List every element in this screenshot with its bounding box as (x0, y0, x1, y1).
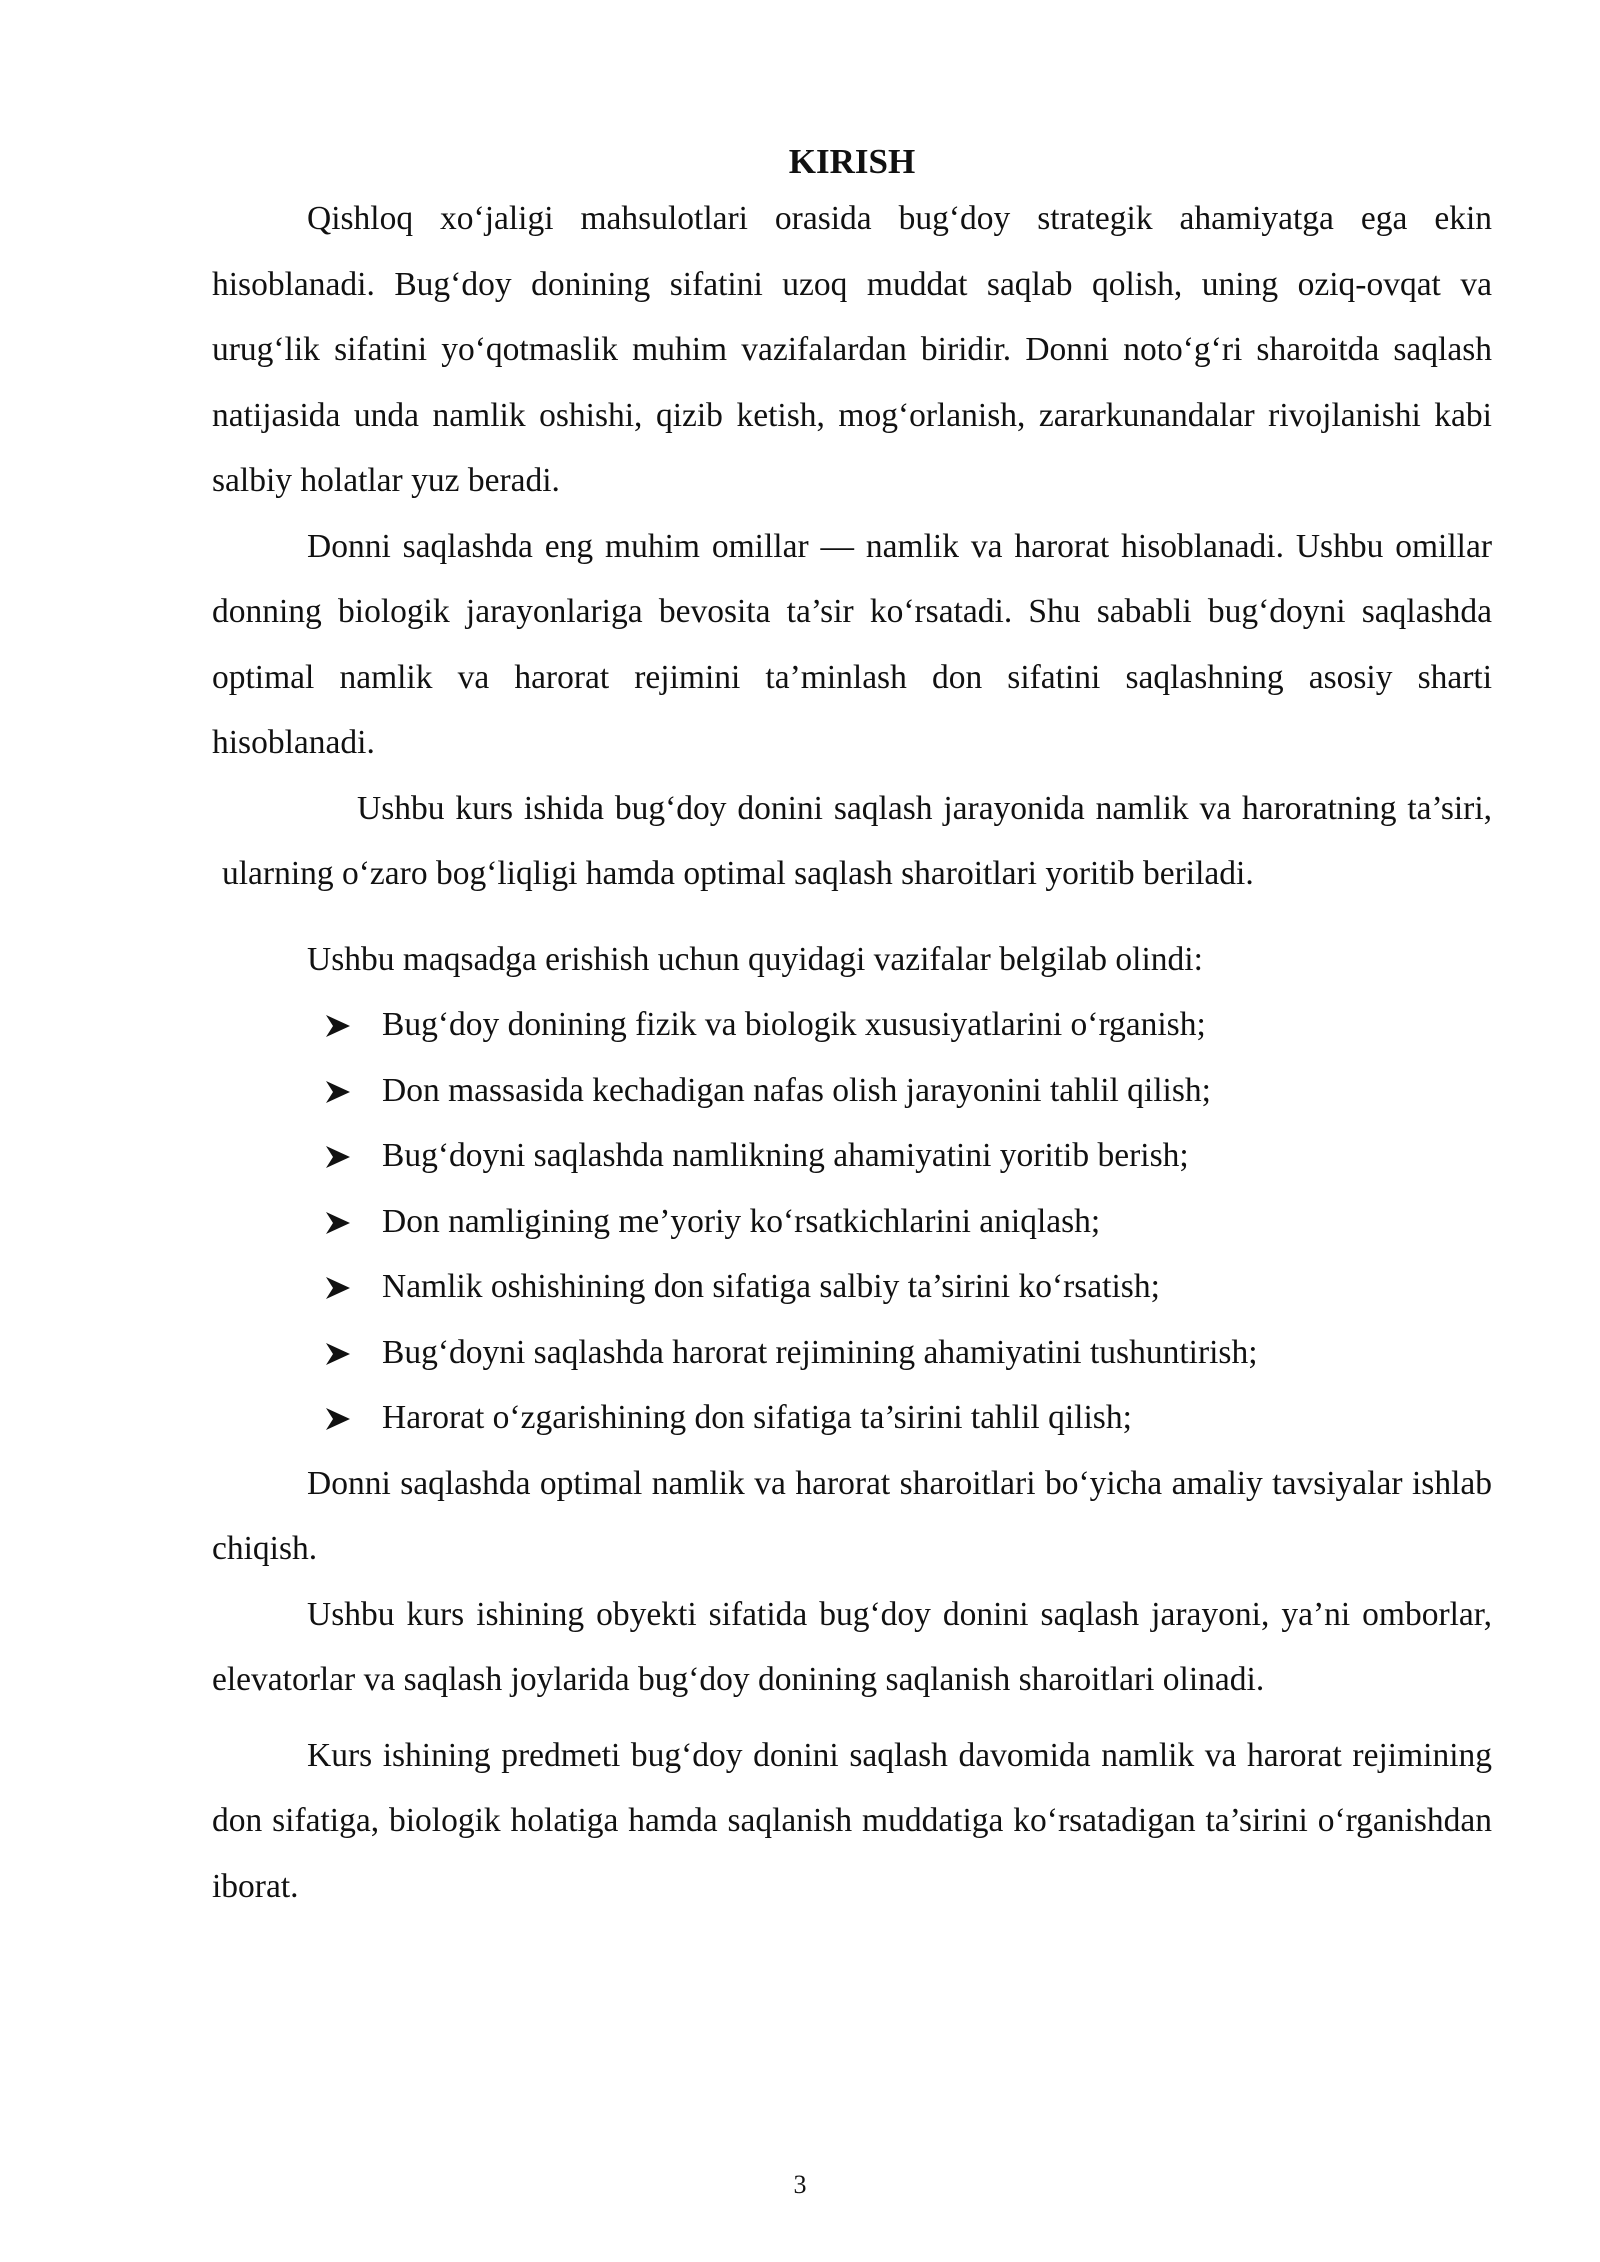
section-title: KIRISH (788, 142, 916, 181)
outro-paragraph-2: Ushbu kurs ishining obyekti sifatida bug‘doy donini saqlash jarayoni, ya’ni omborlar, elevatorlar va saqlash joylarida bug‘doy donining saqlanish sharoitlari olinadi. (212, 1595, 1492, 1698)
arrowhead-bullet-icon (325, 1385, 355, 1451)
outro-paragraph-1: Donni saqlashda optimal namlik va harorat sharoitlari bo‘yicha amaliy tavsiyalar ishlab chiqish. (212, 1464, 1492, 1567)
outro-paragraph-3: Kurs ishining predmeti bug‘doy donini saqlash davomida namlik va harorat rejimining don sifatiga, biologik holatiga hamda saqlanish muddatiga ko‘rsatadigan ta’sirini o‘rganishdan iborat. (212, 1736, 1492, 1905)
list-item (212, 1320, 1492, 1386)
list-item-text: Don namligining me’yoriy ko‘rsatkichlarini aniqlash; (382, 1202, 1101, 1240)
spacer (212, 907, 1492, 927)
list-item-text: Bug‘doyni saqlashda harorat rejimining ahamiyatini tushuntirish; (382, 1333, 1258, 1371)
arrowhead-bullet-icon (325, 1123, 355, 1189)
task-list (212, 992, 1492, 1451)
intro-paragraph-1: Qishloq xo‘jaligi mahsulotlari orasida bug‘doy strategik ahamiyatga ega ekin hisoblanadi. Bug‘doy donining sifatini uzoq muddat saqlab qolish, uning oziq-ovqat va urug‘lik sifatini yo‘qotmaslik muhim vazifalardan biridir. Donni noto‘g‘ri sharoitda saqlash natijasida unda namlik oshishi, qizib ketish, mog‘orlanish, zararkunandalar rivojlanishi kabi salbiy holatlar yuz beradi. (212, 200, 1492, 499)
arrowhead-bullet-icon (325, 1058, 355, 1124)
list-item-text: Don massasida kechadigan nafas olish jarayonini tahlil qilish; (382, 1071, 1211, 1109)
list-item-text: Harorat o‘zgarishining don sifatiga ta’sirini tahlil qilish; (382, 1399, 1132, 1436)
list-item (212, 1189, 1492, 1255)
list-item (212, 992, 1492, 1058)
list-item (212, 1385, 1492, 1451)
intro-paragraph-3: Ushbu kurs ishida bug‘doy donini saqlash jarayonida namlik va haroratning ta’siri, ularning o‘zaro bog‘liqligi hamda optimal saqlash sharoitlari yoritib beriladi. (222, 789, 1492, 892)
page-number: 3 (793, 2170, 807, 2199)
list-item (212, 1058, 1492, 1124)
arrowhead-bullet-icon (325, 1189, 355, 1255)
intro-paragraph-2: Donni saqlashda eng muhim omillar — namlik va harorat hisoblanadi. Ushbu omillar donning biologik jarayonlariga bevosita ta’sir ko‘rsatadi. Shu sababli bug‘doyni saqlashda optimal namlik va harorat rejimini ta’minlash don sifatini saqlashning asosiy sharti hisoblanadi. (212, 527, 1492, 761)
arrowhead-bullet-icon (325, 1320, 355, 1386)
list-item-text: Bug‘doyni saqlashda namlikning ahamiyatini yoritib berish; (382, 1137, 1189, 1174)
list-item (212, 1123, 1492, 1189)
tasks-intro: Ushbu maqsadga erishish uchun quyidagi vazifalar belgilab olindi: (307, 940, 1203, 978)
spacer (212, 1713, 1492, 1723)
list-item (212, 1254, 1492, 1320)
document-page (212, 138, 1492, 1919)
arrowhead-bullet-icon (325, 1254, 355, 1320)
list-item-text: Bug‘doy donining fizik va biologik xususiyatlarini o‘rganish; (382, 1006, 1206, 1043)
list-item-text: Namlik oshishining don sifatiga salbiy ta’sirini ko‘rsatish; (382, 1268, 1160, 1305)
arrowhead-bullet-icon (325, 992, 355, 1058)
